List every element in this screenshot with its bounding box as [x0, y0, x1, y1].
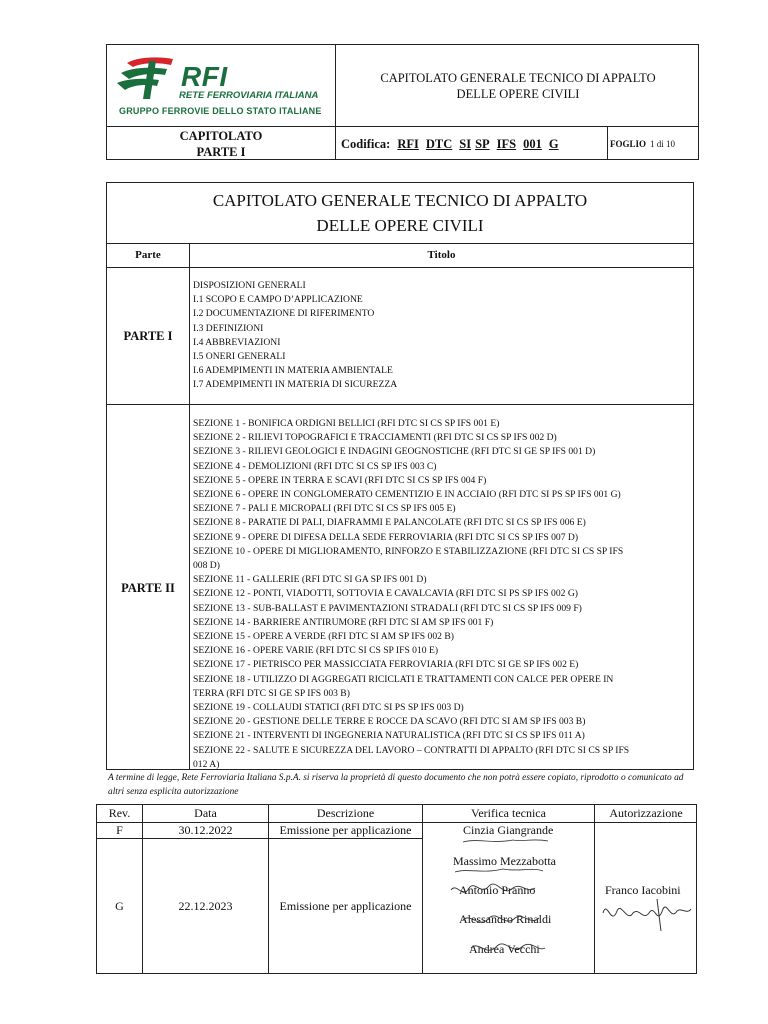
- verifier-name: Antonio Pranno: [459, 883, 536, 897]
- list-item: SEZIONE 6 - OPERE IN CONGLOMERATO CEMENTIZIO E IN ACCIAIO (RFI DTC SI PS SP IFS 001 G): [193, 489, 621, 501]
- header-rev: Rev.: [108, 806, 131, 820]
- desc-g: Emissione per applicazione: [279, 899, 412, 913]
- list-item: SEZIONE 11 - GALLERIE (RFI DTC SI GA SP IFS 001 D): [193, 574, 427, 586]
- parte1-label: PARTE I: [123, 328, 173, 343]
- parte1-list: [193, 279, 397, 393]
- list-item: SEZIONE 2 - RILIEVI TOPOGRAFICI E TRACCIAMENTI (RFI DTC SI CS SP IFS 002 D): [193, 432, 557, 444]
- header-data: Data: [194, 806, 217, 820]
- list-item: SEZIONE 22 - SALUTE E SICUREZZA DEL LAVORO – CONTRATTI DI APPALTO (RFI DTC SI CS SP IFS: [193, 744, 630, 756]
- codifica-segment: SP: [475, 136, 490, 151]
- handwritten-signatures: [423, 838, 594, 974]
- codifica-segment: G: [548, 136, 559, 151]
- header-title: [336, 45, 700, 126]
- table-divider: [189, 243, 190, 769]
- verifier-name: Cinzia Giangrande: [463, 823, 554, 837]
- list-item: I.5 ONERI GENERALI: [193, 351, 286, 363]
- parte2-label: PARTE II: [121, 580, 175, 595]
- list-item: SEZIONE 5 - OPERE IN TERRA E SCAVI (RFI DTC SI CS SP IFS 004 F): [193, 474, 487, 486]
- list-item: SEZIONE 9 - OPERE DI DIFESA DELLA SEDE FERROVIARIA (RFI DTC SI CS SP IFS 007 D): [193, 531, 579, 543]
- list-item: I.6 ADEMPIMENTI IN MATERIA AMBIENTALE: [193, 365, 393, 377]
- logo-brand-text: RFI: [181, 61, 228, 92]
- list-item: SEZIONE 8 - PARATIE DI PALI, DIAFRAMMI E PALANCOLATE (RFI DTC SI CS SP IFS 006 E): [193, 517, 586, 529]
- foglio-value: 1 di 10: [650, 139, 676, 149]
- table-divider: [594, 805, 595, 973]
- header-descrizione: Descrizione: [316, 806, 375, 820]
- header-autorizzazione: Autorizzazione: [609, 806, 683, 820]
- logo-group-text: GRUPPO FERROVIE DELLO STATO ITALIANE: [119, 106, 322, 116]
- foglio-label: FOGLIO: [610, 139, 647, 149]
- codifica-segment: IFS: [496, 136, 517, 151]
- list-item: SEZIONE 15 - OPERE A VERDE (RFI DTC SI AM SP IFS 002 B): [193, 631, 454, 643]
- list-item: SEZIONE 14 - BARRIERE ANTIRUMORE (RFI DTC SI AM SP IFS 001 F): [193, 616, 494, 628]
- list-item: SEZIONE 13 - SUB-BALLAST E PAVIMENTAZIONI STRADALI (RFI DTC SI CS SP IFS 009 F): [193, 602, 582, 614]
- list-item: SEZIONE 16 - OPERE VARIE (RFI DTC SI CS SP IFS 010 E): [193, 645, 439, 657]
- date-g: 22.12.2023: [178, 899, 233, 913]
- list-item: SEZIONE 20 - GESTIONE DELLE TERRE E ROCCE DA SCAVO (RFI DTC SI AM SP IFS 003 B): [193, 716, 586, 728]
- column-header-titolo: Titolo: [427, 249, 456, 261]
- logo-company-text: RETE FERROVIARIA ITALIANA: [179, 90, 319, 101]
- list-item: DISPOSIZIONI GENERALI: [193, 280, 306, 291]
- list-item: I.3 DEFINIZIONI: [193, 322, 264, 334]
- rfi-logo: [113, 53, 329, 121]
- verifier-name: Massimo Mezzabotta: [453, 854, 556, 868]
- rev-f: F: [116, 823, 123, 837]
- copyright-note: A termine di legge, Rete Ferroviaria Italiana S.p.A. si riserva la proprietà di questo documento che non potrà essere copiato, riprodotto o comunicato ad altri senza esplicita autorizzazione: [108, 773, 684, 797]
- authorizer-name: Franco Iacobini: [605, 883, 681, 897]
- column-header-parte: Parte: [135, 249, 161, 261]
- codifica-segment: 001: [523, 136, 542, 151]
- list-item: SEZIONE 18 - UTILIZZO DI AGGREGATI RICICLATI E TRATTAMENTI CON CALCE PER OPERE IN: [193, 673, 614, 685]
- list-item: I.4 ABBREVIAZIONI: [193, 336, 281, 348]
- list-item: SEZIONE 4 - DEMOLIZIONI (RFI DTC SI CS SP IFS 003 C): [193, 460, 437, 472]
- codifica-cell: [341, 127, 559, 161]
- list-item: I.2 DOCUMENTAZIONE DI RIFERIMENTO: [193, 308, 375, 320]
- list-item: 008 D): [193, 560, 220, 572]
- codifica-segment: DTC: [425, 136, 453, 151]
- date-f: 30.12.2022: [178, 823, 233, 837]
- capitolato-cell: [107, 127, 335, 161]
- foglio-cell: [610, 127, 675, 161]
- header-verifica: Verifica tecnica: [471, 806, 546, 820]
- contents-title-line1: CAPITOLATO GENERALE TECNICO DI APPALTO: [212, 191, 588, 210]
- contents-title-line2: DELLE OPERE CIVILI: [316, 216, 484, 235]
- verifier-name: Andrea Vecchi: [469, 942, 540, 956]
- list-item: SEZIONE 21 - INTERVENTI DI INGEGNERIA NATURALISTICA (RFI DTC SI CS SP IFS 011 A): [193, 730, 585, 742]
- list-item: 012 A): [193, 758, 220, 770]
- table-divider: [107, 267, 693, 268]
- verifier-name: Alessandro Rinaldi: [459, 912, 552, 926]
- list-item: I.1 SCOPO E CAMPO D’APPLICAZIONE: [193, 294, 363, 306]
- list-item: SEZIONE 3 - RILIEVI GEOLOGICI E INDAGINI GEOGNOSTICHE (RFI DTC SI GE SP IFS 001 D): [193, 446, 596, 458]
- contents-title: [107, 183, 693, 243]
- document-header: [106, 44, 699, 160]
- table-divider: [107, 404, 693, 405]
- header-title-line2: DELLE OPERE CIVILI: [456, 86, 580, 101]
- list-item: SEZIONE 1 - BONIFICA ORDIGNI BELLICI (RFI DTC SI CS SP IFS 001 E): [193, 418, 500, 429]
- header-title-line1: CAPITOLATO GENERALE TECNICO DI APPALTO: [380, 70, 656, 85]
- header-divider: [607, 126, 608, 159]
- list-item: TERRA (RFI DTC SI GE SP IFS 003 B): [193, 687, 350, 699]
- parte2-list: [193, 417, 691, 772]
- list-item: I.7 ADEMPIMENTI IN MATERIA DI SICUREZZA: [193, 379, 398, 391]
- list-item: SEZIONE 19 - COLLAUDI STATICI (RFI DTC SI PS SP IFS 003 D): [193, 702, 464, 714]
- desc-f: Emissione per applicazione: [279, 823, 412, 837]
- capitolato-line2: PARTE I: [196, 145, 246, 159]
- capitolato-line1: CAPITOLATO: [179, 129, 263, 143]
- codifica-segment: SI: [459, 136, 472, 151]
- list-item: SEZIONE 12 - PONTI, VIADOTTI, SOTTOVIA E CAVALCAVIA (RFI DTC SI PS SP IFS 002 G): [193, 588, 578, 600]
- authorizer-signature: [597, 893, 697, 933]
- codifica-segment: RFI: [397, 136, 419, 151]
- rev-g: G: [115, 899, 124, 913]
- revision-table: [96, 804, 697, 974]
- list-item: SEZIONE 17 - PIETRISCO PER MASSICCIATA FERROVIARIA (RFI DTC SI GE SP IFS 002 E): [193, 659, 579, 671]
- contents-table: [106, 182, 694, 770]
- rfi-swoosh-icon: [113, 53, 179, 103]
- codifica-label: Codifica:: [341, 136, 391, 151]
- list-item: SEZIONE 7 - PALI E MICROPALI (RFI DTC SI CS SP IFS 005 E): [193, 503, 456, 515]
- list-item: SEZIONE 10 - OPERE DI MIGLIORAMENTO, RINFORZO E STABILIZZAZIONE (RFI DTC SI CS SP IFS: [193, 545, 624, 557]
